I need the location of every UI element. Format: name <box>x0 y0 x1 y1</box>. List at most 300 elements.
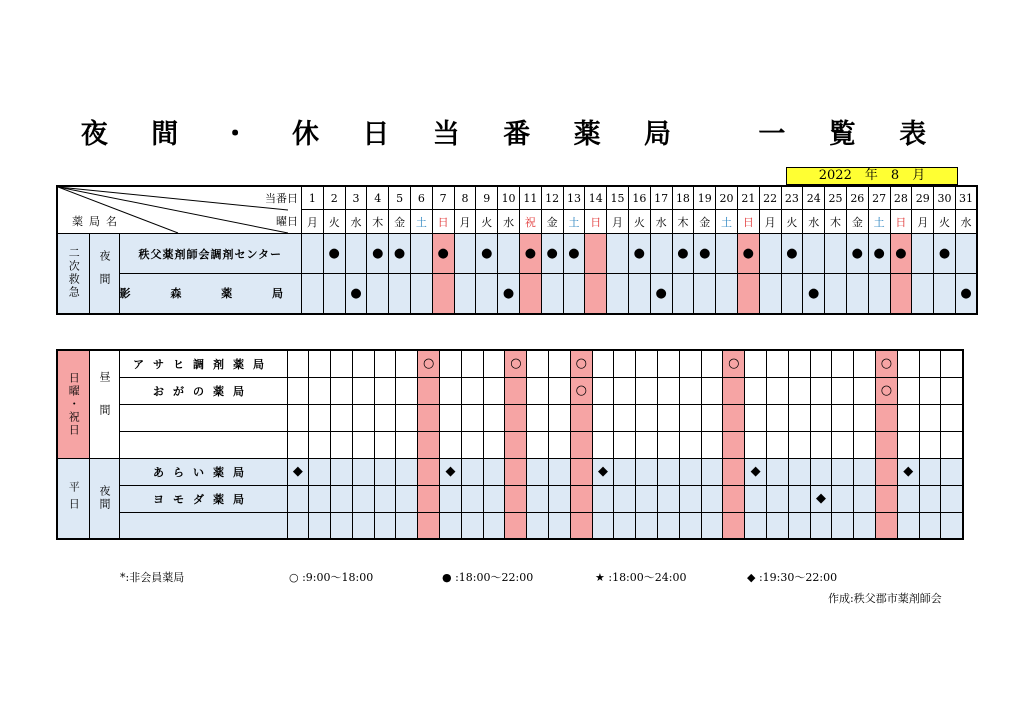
duty-mark: ● <box>393 246 406 261</box>
day-cell <box>418 431 440 458</box>
day-cell <box>868 274 890 314</box>
day-cell <box>716 274 738 314</box>
day-cell <box>701 377 723 404</box>
day-cell <box>941 512 963 539</box>
day-cell <box>941 431 963 458</box>
day-cell <box>309 485 331 512</box>
weekday-cell: 金 <box>694 210 716 234</box>
day-cell <box>323 274 345 314</box>
day-cell <box>934 234 956 274</box>
day-cell <box>541 274 563 314</box>
day-cell <box>498 274 520 314</box>
day-cell <box>563 234 585 274</box>
weekday-cell: 水 <box>803 210 825 234</box>
day-cell <box>549 512 571 539</box>
day-cell <box>440 350 462 377</box>
day-cell <box>767 512 789 539</box>
day-cell <box>854 404 876 431</box>
day-cell <box>549 377 571 404</box>
day-cell <box>483 404 505 431</box>
date-cell: 19 <box>694 186 716 210</box>
day-cell <box>374 485 396 512</box>
day-cell <box>505 458 527 485</box>
day-cell <box>440 458 462 485</box>
day-cell <box>374 404 396 431</box>
pharmacy-name <box>119 431 287 458</box>
day-cell <box>745 404 767 431</box>
day-cell <box>745 485 767 512</box>
day-cell <box>527 512 549 539</box>
duty-mark: ● <box>873 246 885 261</box>
weekday-cell: 火 <box>323 210 345 234</box>
day-cell <box>650 274 672 314</box>
day-cell <box>636 404 658 431</box>
day-cell <box>527 377 549 404</box>
day-cell <box>781 234 803 274</box>
weekday-cell: 火 <box>628 210 650 234</box>
day-cell <box>345 274 367 314</box>
pharmacy-name: 影 森 薬 局 <box>119 274 302 314</box>
day-cell <box>694 234 716 274</box>
day-cell <box>287 431 309 458</box>
day-cell <box>614 485 636 512</box>
day-cell <box>767 377 789 404</box>
weekday-cell: 水 <box>498 210 520 234</box>
day-cell <box>941 458 963 485</box>
day-cell <box>483 350 505 377</box>
day-cell <box>527 458 549 485</box>
pharmacy-name: あらい薬局 <box>119 458 287 485</box>
time-label-night: 夜間 <box>89 458 119 539</box>
duty-mark: ● <box>633 246 646 261</box>
day-cell <box>803 234 825 274</box>
day-cell <box>788 350 810 377</box>
day-cell <box>825 234 847 274</box>
day-cell <box>476 234 498 274</box>
day-cell <box>309 377 331 404</box>
day-cell <box>876 458 898 485</box>
day-cell <box>527 350 549 377</box>
day-cell <box>832 350 854 377</box>
day-cell <box>352 485 374 512</box>
day-cell <box>396 458 418 485</box>
day-cell <box>352 350 374 377</box>
day-cell <box>607 274 629 314</box>
date-cell: 22 <box>759 186 781 210</box>
day-cell <box>410 274 432 314</box>
day-cell <box>941 350 963 377</box>
day-cell <box>396 377 418 404</box>
day-cell <box>636 458 658 485</box>
day-cell <box>418 377 440 404</box>
day-cell <box>679 512 701 539</box>
creator-note: 作成:秩父郡市薬剤師会 <box>828 592 942 605</box>
pharmacy-row <box>57 274 977 314</box>
day-cell <box>483 458 505 485</box>
day-cell <box>919 431 941 458</box>
day-cell <box>679 377 701 404</box>
day-cell <box>418 458 440 485</box>
day-cell <box>745 377 767 404</box>
day-cell <box>461 431 483 458</box>
day-cell <box>737 274 759 314</box>
day-cell <box>694 274 716 314</box>
day-cell <box>658 485 680 512</box>
diagonal-header <box>57 186 302 234</box>
day-cell <box>396 485 418 512</box>
day-cell <box>367 274 389 314</box>
weekday-cell: 火 <box>476 210 498 234</box>
day-cell <box>287 377 309 404</box>
day-cell <box>461 512 483 539</box>
date-header-row <box>57 186 977 210</box>
day-cell <box>701 431 723 458</box>
day-cell <box>876 350 898 377</box>
pharmacy-name: おがの薬局 <box>119 377 287 404</box>
day-cell <box>890 234 912 274</box>
day-cell <box>723 431 745 458</box>
day-cell <box>745 431 767 458</box>
day-cell <box>854 512 876 539</box>
legend-dot: ● :18:00～22:00 <box>442 571 534 584</box>
day-cell <box>505 350 527 377</box>
duty-mark: ● <box>655 285 667 301</box>
day-cell <box>897 485 919 512</box>
day-cell <box>745 350 767 377</box>
day-cell <box>418 512 440 539</box>
pharmacy-row <box>57 234 977 274</box>
duty-mark: ● <box>938 246 951 261</box>
date-cell: 17 <box>650 186 672 210</box>
day-cell <box>679 458 701 485</box>
day-cell <box>505 512 527 539</box>
day-cell <box>527 485 549 512</box>
day-cell <box>461 377 483 404</box>
day-cell <box>549 404 571 431</box>
date-cell: 6 <box>410 186 432 210</box>
day-cell <box>788 377 810 404</box>
day-cell <box>461 458 483 485</box>
day-cell <box>832 431 854 458</box>
day-cell <box>636 512 658 539</box>
date-cell: 8 <box>454 186 476 210</box>
day-cell <box>854 377 876 404</box>
day-cell <box>389 234 411 274</box>
day-cell <box>287 512 309 539</box>
year-value: 2022 <box>818 168 852 183</box>
duty-mark: ○ <box>575 356 587 372</box>
date-cell: 4 <box>367 186 389 210</box>
day-cell <box>810 404 832 431</box>
duty-mark: ● <box>372 246 384 261</box>
duty-mark: ● <box>481 246 493 261</box>
day-cell <box>854 485 876 512</box>
day-cell <box>767 431 789 458</box>
duty-mark: ◆ <box>750 464 761 479</box>
day-cell <box>331 350 353 377</box>
day-cell <box>352 377 374 404</box>
day-cell <box>897 512 919 539</box>
day-cell <box>352 458 374 485</box>
day-cell <box>476 274 498 314</box>
day-cell <box>549 458 571 485</box>
pharmacy-label: 薬局名 <box>72 215 123 228</box>
day-cell <box>570 350 592 377</box>
day-cell <box>679 431 701 458</box>
duty-mark: ● <box>437 246 449 261</box>
weekday-cell: 水 <box>955 210 977 234</box>
day-cell <box>389 274 411 314</box>
day-cell <box>941 404 963 431</box>
duty-mark: ○ <box>510 356 522 372</box>
day-cell <box>440 377 462 404</box>
weekday-cell: 土 <box>563 210 585 234</box>
day-cell <box>483 431 505 458</box>
day-cell <box>396 431 418 458</box>
day-cell <box>287 350 309 377</box>
legend-non-member: *:非会員薬局 <box>120 571 185 584</box>
day-cell <box>592 458 614 485</box>
day-cell <box>701 404 723 431</box>
day-cell <box>549 485 571 512</box>
day-cell <box>919 404 941 431</box>
day-cell <box>396 404 418 431</box>
day-cell <box>519 274 541 314</box>
day-cell <box>854 350 876 377</box>
day-cell <box>345 234 367 274</box>
day-cell <box>716 234 738 274</box>
date-cell: 25 <box>825 186 847 210</box>
month-box <box>786 167 958 185</box>
duty-mark: ○ <box>423 356 435 372</box>
day-cell <box>331 404 353 431</box>
day-cell <box>549 350 571 377</box>
group-label-secondary-emergency: 二次救急 <box>57 234 89 314</box>
day-cell <box>701 458 723 485</box>
duty-mark: ◆ <box>445 464 456 479</box>
day-cell <box>418 350 440 377</box>
day-cell <box>767 404 789 431</box>
day-cell <box>309 404 331 431</box>
month-value: 8 <box>890 168 900 183</box>
day-cell <box>846 234 868 274</box>
day-cell <box>737 234 759 274</box>
weekday-cell: 月 <box>302 210 324 234</box>
weekday-cell: 金 <box>389 210 411 234</box>
day-cell <box>614 350 636 377</box>
day-cell <box>331 512 353 539</box>
weekday-cell: 月 <box>912 210 934 234</box>
time-label-daytime: 昼間 <box>89 350 119 458</box>
day-cell <box>352 404 374 431</box>
day-cell <box>628 234 650 274</box>
day-cell <box>919 458 941 485</box>
day-cell <box>919 350 941 377</box>
day-cell <box>331 377 353 404</box>
day-cell <box>701 485 723 512</box>
weekday-cell: 土 <box>716 210 738 234</box>
day-cell <box>483 512 505 539</box>
day-cell <box>309 431 331 458</box>
page-title: 夜 間 ・ 休 日 当 番 薬 局 一 覧 表 <box>80 119 944 150</box>
day-cell <box>767 458 789 485</box>
day-cell <box>897 404 919 431</box>
weekday-cell: 土 <box>868 210 890 234</box>
day-cell <box>549 431 571 458</box>
day-cell <box>658 377 680 404</box>
pharmacy-name <box>119 404 287 431</box>
day-cell <box>745 458 767 485</box>
day-cell <box>897 350 919 377</box>
day-cell <box>810 485 832 512</box>
date-cell: 16 <box>628 186 650 210</box>
duty-mark: ● <box>851 246 863 261</box>
date-cell: 29 <box>912 186 934 210</box>
day-cell <box>941 485 963 512</box>
day-cell <box>934 274 956 314</box>
day-cell <box>367 234 389 274</box>
weekday-cell: 日 <box>737 210 759 234</box>
day-cell <box>810 458 832 485</box>
day-cell <box>570 485 592 512</box>
day-cell <box>636 377 658 404</box>
day-cell <box>788 458 810 485</box>
time-label-night: 夜間 <box>89 234 119 314</box>
day-cell <box>876 512 898 539</box>
day-cell <box>454 274 476 314</box>
day-cell <box>461 404 483 431</box>
pharmacy-row <box>57 458 963 485</box>
day-cell <box>788 431 810 458</box>
day-cell <box>832 377 854 404</box>
weekday-cell: 火 <box>934 210 956 234</box>
day-cell <box>309 458 331 485</box>
weekday-cell: 火 <box>781 210 803 234</box>
day-cell <box>636 431 658 458</box>
duty-mark: ○ <box>728 356 740 372</box>
date-cell: 21 <box>737 186 759 210</box>
date-cell: 7 <box>432 186 454 210</box>
day-cell <box>876 377 898 404</box>
day-cell <box>723 485 745 512</box>
weekday-cell: 金 <box>541 210 563 234</box>
date-cell: 27 <box>868 186 890 210</box>
day-cell <box>483 377 505 404</box>
day-cell <box>374 512 396 539</box>
day-cell <box>759 274 781 314</box>
day-cell <box>483 485 505 512</box>
day-cell <box>505 377 527 404</box>
day-cell <box>636 350 658 377</box>
date-cell: 30 <box>934 186 956 210</box>
duty-mark: ● <box>546 246 558 261</box>
pharmacy-row <box>57 377 963 404</box>
day-cell <box>352 512 374 539</box>
day-cell <box>592 512 614 539</box>
day-cell <box>527 431 549 458</box>
date-cell: 24 <box>803 186 825 210</box>
day-cell <box>454 234 476 274</box>
day-cell <box>440 431 462 458</box>
day-cell <box>541 234 563 274</box>
day-cell <box>331 431 353 458</box>
day-cell <box>331 485 353 512</box>
day-cell <box>890 274 912 314</box>
pharmacy-row <box>57 404 963 431</box>
date-cell: 9 <box>476 186 498 210</box>
date-cell: 13 <box>563 186 585 210</box>
day-cell <box>803 274 825 314</box>
day-cell <box>912 234 934 274</box>
day-cell <box>563 274 585 314</box>
date-label: 当番日 <box>265 192 298 205</box>
pharmacy-name <box>119 512 287 539</box>
day-cell <box>287 404 309 431</box>
day-cell <box>701 512 723 539</box>
day-cell <box>854 431 876 458</box>
group-label-weekday: 平日 <box>57 458 89 539</box>
pharmacy-row <box>57 431 963 458</box>
day-cell <box>607 234 629 274</box>
day-cell <box>309 512 331 539</box>
date-cell: 10 <box>498 186 520 210</box>
day-cell <box>432 234 454 274</box>
weekday-cell: 木 <box>825 210 847 234</box>
date-cell: 3 <box>345 186 367 210</box>
day-cell <box>331 458 353 485</box>
day-cell <box>287 458 309 485</box>
day-cell <box>679 404 701 431</box>
day-cell <box>592 404 614 431</box>
day-cell <box>832 485 854 512</box>
day-cell <box>585 234 607 274</box>
day-cell <box>955 274 977 314</box>
day-cell <box>701 350 723 377</box>
duty-mark: ○ <box>880 383 893 398</box>
day-cell <box>912 274 934 314</box>
day-cell <box>897 377 919 404</box>
day-cell <box>461 485 483 512</box>
day-cell <box>527 404 549 431</box>
duty-mark: ● <box>742 246 754 261</box>
pharmacy-name: ヨモダ薬局 <box>119 485 287 512</box>
day-cell <box>592 431 614 458</box>
duty-mark: ● <box>502 285 515 301</box>
day-cell <box>788 512 810 539</box>
day-cell <box>418 485 440 512</box>
day-cell <box>679 350 701 377</box>
day-cell <box>352 431 374 458</box>
day-cell <box>810 512 832 539</box>
day-cell <box>374 377 396 404</box>
weekday-cell: 金 <box>846 210 868 234</box>
day-cell <box>767 350 789 377</box>
day-cell <box>658 350 680 377</box>
day-cell <box>585 274 607 314</box>
day-cell <box>723 458 745 485</box>
day-cell <box>658 404 680 431</box>
date-cell: 26 <box>846 186 868 210</box>
legend-diamond: ◆ :19:30～22:00 <box>747 571 838 584</box>
weekday-cell: 水 <box>345 210 367 234</box>
day-cell <box>570 431 592 458</box>
pharmacy-name: 秩父薬剤師会調剤センター <box>119 234 302 274</box>
date-cell: 31 <box>955 186 977 210</box>
day-cell <box>832 458 854 485</box>
day-cell <box>846 274 868 314</box>
day-cell <box>309 350 331 377</box>
day-cell <box>374 350 396 377</box>
